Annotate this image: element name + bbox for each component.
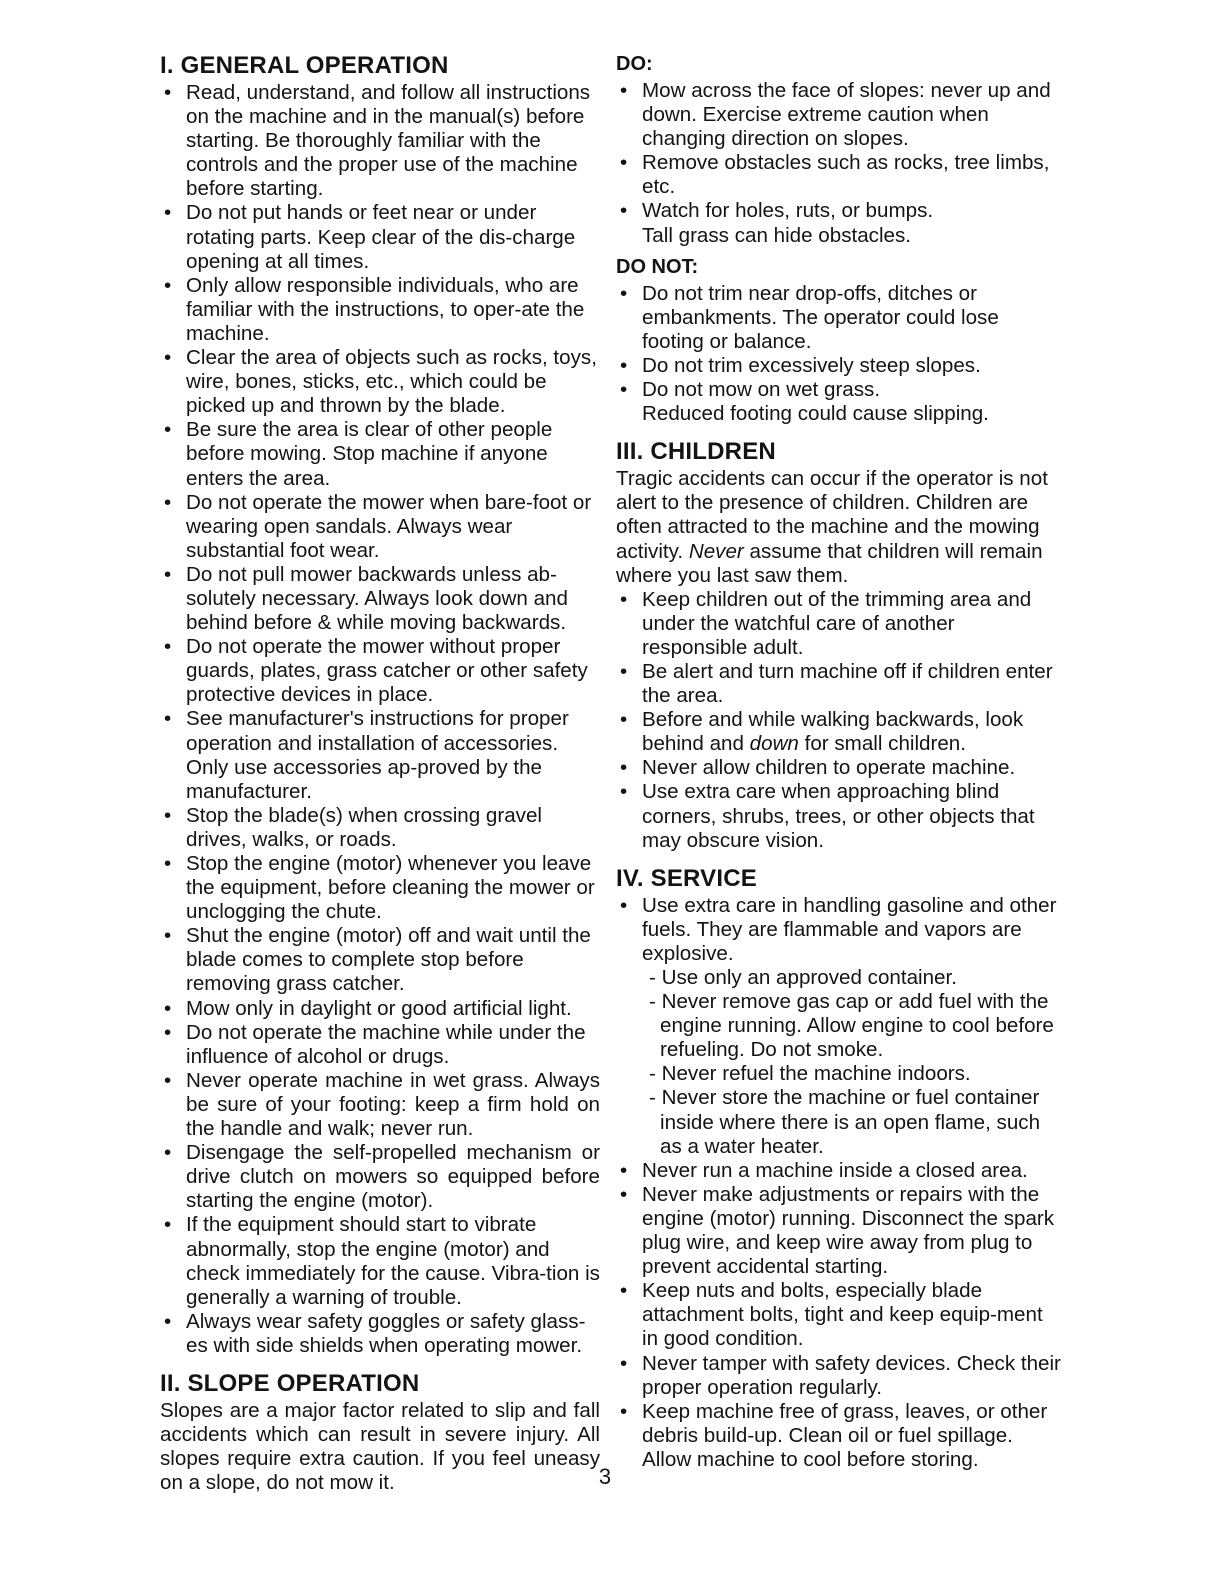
- list-item: • Never allow children to operate machine.: [616, 756, 1061, 780]
- fuel-sublist: [644, 966, 1061, 1159]
- list-item: • Never make adjustments or repairs with the engine (motor) running. Disconnect the spark plug wire, and keep wire away from plug to prevent accidental starting.: [616, 1183, 1061, 1279]
- children-heading: III. CHILDREN: [616, 438, 776, 466]
- list-item: • Do not operate the mower when bare-foot or wearing open sandals. Always wear substantial foot wear.: [160, 491, 600, 563]
- list-item: [616, 894, 1061, 1159]
- list-item-emphasis: down: [749, 732, 799, 756]
- list-item: • Never tamper with safety devices. Check their proper operation regularly.: [616, 1352, 1061, 1400]
- list-item: • Mow only in daylight or good artificial light.: [160, 997, 600, 1021]
- list-item: • Keep children out of the trimming area and under the watchful care of another responsible adult.: [616, 588, 1061, 660]
- do-heading: DO:: [616, 53, 653, 75]
- do-not-list: [616, 282, 1061, 402]
- list-item: • Stop the blade(s) when crossing gravel drives, walks, or roads.: [160, 804, 600, 852]
- sub-list-item: - Use only an approved container.: [649, 966, 957, 989]
- list-item: • Do not trim near drop-offs, ditches or embankments. The operator could lose footing or balance.: [616, 282, 1061, 354]
- service-list: [616, 894, 1061, 1472]
- list-item: • Never operate machine in wet grass. Always be sure of your footing: keep a firm hold on the handle and walk; never run.: [160, 1069, 600, 1141]
- sub-list-item: - Never remove gas cap or add fuel with the engine running. Allow engine to cool before refueling. Do not smoke.: [649, 990, 1054, 1062]
- list-item: [616, 708, 1061, 756]
- children-intro: [616, 467, 1061, 587]
- list-item: • Do not operate the mower without proper guards, plates, grass catcher or other safety protective devices in place.: [160, 635, 600, 707]
- list-item: • Never run a machine inside a closed area.: [616, 1159, 1061, 1183]
- list-item: • Be sure the area is clear of other people before mowing. Stop machine if anyone enters the area.: [160, 418, 600, 490]
- general-operation-list: [160, 81, 600, 1358]
- list-item: • Do not trim excessively steep slopes.: [616, 354, 1061, 378]
- fuel-item-text: Use extra care in handling gasoline and other fuels. They are flammable and vapors are explosive.: [642, 893, 1057, 965]
- list-item-end: for small children.: [798, 732, 966, 756]
- children-intro-start: Tragic accidents can occur if the operator is not alert to the presence of children. Children are often attracted to the machine and the mowing activity.: [616, 467, 1048, 563]
- slope-operation-heading: II. SLOPE OPERATION: [160, 1369, 420, 1397]
- list-item: • Do not mow on wet grass.: [616, 378, 1061, 402]
- list-item: • Do not pull mower backwards unless ab-solutely necessary. Always look down and behind before & while moving backwards.: [160, 563, 600, 635]
- do-not-heading: DO NOT:: [616, 255, 699, 278]
- list-item: • Only allow responsible individuals, who are familiar with the instructions, to oper-ate the machine.: [160, 274, 600, 346]
- list-item-start: Before and while walking backwards, look behind and: [642, 708, 1024, 756]
- do-list: [616, 79, 1061, 224]
- children-intro-emphasis: Never: [688, 539, 744, 563]
- children-list: [616, 588, 1061, 853]
- list-item: • Be alert and turn machine off if children enter the area.: [616, 660, 1061, 708]
- sub-list-item: - Never refuel the machine indoors.: [649, 1062, 971, 1086]
- service-heading: IV. SERVICE: [616, 864, 757, 892]
- do-note: Tall grass can hide obstacles.: [642, 223, 912, 247]
- list-item: • Stop the engine (motor) whenever you leave the equipment, before cleaning the mower or unclogging the chute.: [160, 852, 600, 924]
- children-intro-end: assume that children will remain where you last saw them.: [616, 539, 1043, 587]
- list-item: • Clear the area of objects such as rocks, toys, wire, bones, sticks, etc., which could be picked up and thrown by the blade.: [160, 346, 600, 418]
- page-number: 3: [598, 1464, 612, 1489]
- list-item: • If the equipment should start to vibrate abnormally, stop the engine (motor) and check immediately for the cause. Vibra-tion is generally a warning of trouble.: [160, 1213, 600, 1309]
- list-item: • Do not operate the machine while under the influence of alcohol or drugs.: [160, 1021, 600, 1069]
- do-not-note: Reduced footing could cause slipping.: [642, 402, 989, 426]
- list-item: • Watch for holes, ruts, or bumps.: [616, 199, 1061, 223]
- right-column: [616, 50, 1061, 1472]
- list-item: • Read, understand, and follow all instructions on the machine and in the manual(s) before starting. Be thoroughly familiar with the controls and the proper use of the machine before starting.: [160, 81, 600, 201]
- list-item: • Shut the engine (motor) off and wait until the blade comes to complete stop before removing grass catcher.: [160, 924, 600, 996]
- list-item: • See manufacturer's instructions for proper operation and installation of accessories. Only use accessories ap-proved by the manufacturer.: [160, 707, 600, 803]
- list-item: • Mow across the face of slopes: never up and down. Exercise extreme caution when changing direction on slopes.: [616, 79, 1061, 151]
- list-item: • Disengage the self-propelled mechanism or drive clutch on mowers so equipped before starting the engine (motor).: [160, 1141, 600, 1213]
- sub-list-item: - Never store the machine or fuel container inside where there is an open flame, such as a water heater.: [649, 1086, 1041, 1158]
- list-item: • Use extra care when approaching blind corners, shrubs, trees, or other objects that may obscure vision.: [616, 780, 1061, 852]
- list-item: • Always wear safety goggles or safety glass-es with side shields when operating mower.: [160, 1310, 600, 1358]
- list-item: • Keep nuts and bolts, especially blade attachment bolts, tight and keep equip-ment in good condition.: [616, 1279, 1061, 1351]
- general-operation-heading: I. GENERAL OPERATION: [160, 52, 449, 79]
- list-item: • Remove obstacles such as rocks, tree limbs, etc.: [616, 151, 1061, 199]
- list-item: • Do not put hands or feet near or under rotating parts. Keep clear of the dis-charge opening at all times.: [160, 201, 600, 273]
- left-column: [160, 50, 600, 1495]
- slope-operation-intro: Slopes are a major factor related to slip and fall accidents which can result in severe injury. All slopes require extra caution. If you feel uneasy on a slope, do not mow it.: [160, 1398, 600, 1495]
- list-item: • Keep machine free of grass, leaves, or other debris build-up. Clean oil or fuel spillage. Allow machine to cool before storing.: [616, 1400, 1061, 1472]
